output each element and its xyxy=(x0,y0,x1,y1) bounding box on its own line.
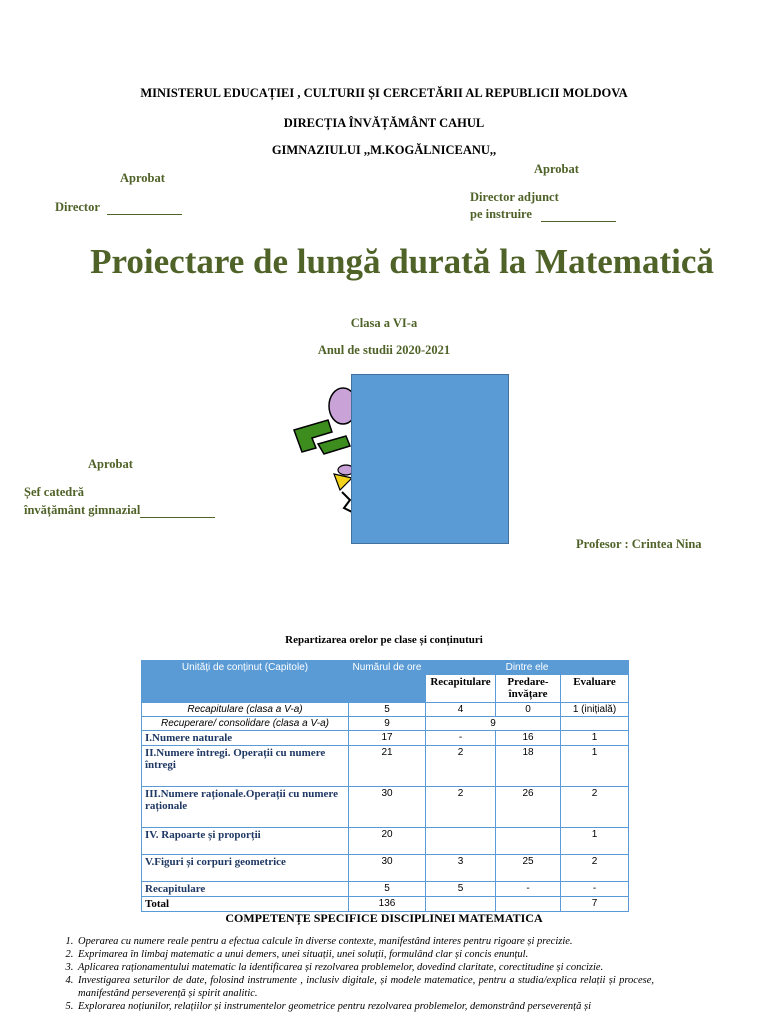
row-teach xyxy=(496,828,561,855)
director-signature xyxy=(55,200,182,215)
list-item: 4. Investigarea seturilor de date, folosind instrumente , inclusiv digitale, și modele matematice, pentru a studia/explica relații și procese, manifestând perseverență și spirit analitic. xyxy=(76,974,654,1000)
ministry-header: MINISTERUL EDUCAȚIEI , CULTURII ȘI CERCETĂRII AL REPUBLICII MOLDOVA xyxy=(140,86,628,100)
row-name: I.Numere naturale xyxy=(142,731,349,746)
competences-list xyxy=(58,935,654,1013)
list-item: 2. Exprimarea în limbaj matematic a unui demers, unei situații, unei soluții, formulând clar și concis enunțul. xyxy=(76,948,654,961)
row-teach: 25 xyxy=(496,855,561,882)
director-approved: Aprobat xyxy=(120,171,165,185)
table-row xyxy=(142,787,629,828)
row-recap xyxy=(426,828,496,855)
header-hours: Numărul de ore xyxy=(349,661,426,703)
list-item: 1. Operarea cu numere reale pentru a efectua calcule în diverse contexte, manifestând interes pentru rigoare și precizie. xyxy=(76,935,654,948)
head-approved: Aprobat xyxy=(88,457,133,471)
deputy-role-line1: Director adjunct xyxy=(470,190,559,204)
signature-line xyxy=(107,214,182,215)
row-name: IV. Rapoarte și proporții xyxy=(142,828,349,855)
row-teach: 0 xyxy=(496,703,561,717)
row-eval: 7 xyxy=(561,897,629,912)
signature-line xyxy=(541,221,616,222)
row-recap: 2 xyxy=(426,787,496,828)
page-title: Proiectare de lungă durată la Matematică xyxy=(90,242,714,281)
table-row xyxy=(142,703,629,717)
deputy-signature xyxy=(470,207,616,222)
row-name: III.Numere raționale.Operații cu numere raționale xyxy=(142,787,349,828)
list-item: 3. Aplicarea raționamentului matematic la identificarea și rezolvarea problemelor, dovedind claritate, corectitudine și concizie. xyxy=(76,961,654,974)
row-name: II.Numere întregi. Operații cu numere întregi xyxy=(142,746,349,787)
row-teach: 26 xyxy=(496,787,561,828)
row-hours: 30 xyxy=(349,787,426,828)
row-hours: 5 xyxy=(349,703,426,717)
deputy-approved: Aprobat xyxy=(534,162,579,176)
row-teach: 16 xyxy=(496,731,561,746)
row-name: Recuperare/ consolidare (clasa a V-a) xyxy=(142,717,349,731)
direction-header: DIRECȚIA ÎNVĂȚĂMÂNT CAHUL xyxy=(283,116,485,130)
row-hours: 136 xyxy=(349,897,426,912)
row-hours: 21 xyxy=(349,746,426,787)
row-recap xyxy=(426,897,496,912)
row-name: V.Figuri și corpuri geometrice xyxy=(142,855,349,882)
row-eval: 2 xyxy=(561,855,629,882)
head-role-line2: învățământ gimnazial xyxy=(24,503,141,517)
header-units: Unități de conținut (Capitole) xyxy=(142,661,349,703)
row-hours: 30 xyxy=(349,855,426,882)
blue-rectangle-shape xyxy=(351,374,509,544)
header-recap: Recapitulare xyxy=(426,675,496,703)
row-hours: 9 xyxy=(349,717,426,731)
hours-distribution-table xyxy=(141,660,629,912)
row-hours: 20 xyxy=(349,828,426,855)
signature-line xyxy=(140,517,215,518)
row-eval: 1 xyxy=(561,746,629,787)
class-label: Clasa a VI-a xyxy=(350,316,418,330)
deputy-role-line2: pe instruire xyxy=(470,207,532,221)
head-role-line1: Șef catedră xyxy=(24,485,85,499)
row-eval: 2 xyxy=(561,787,629,828)
table-row xyxy=(142,731,629,746)
math-clipart-image xyxy=(288,382,358,514)
header-teach: Predare-învățare xyxy=(496,675,561,703)
row-eval xyxy=(561,717,629,731)
row-teach: - xyxy=(496,882,561,897)
table-header-row xyxy=(142,661,629,675)
row-teach: 18 xyxy=(496,746,561,787)
row-merged: 9 xyxy=(426,717,561,731)
row-recap: - xyxy=(426,731,496,746)
table-caption: Repartizarea orelor pe clase și conținuturi xyxy=(285,634,483,646)
row-recap: 5 xyxy=(426,882,496,897)
table-row xyxy=(142,855,629,882)
row-name: Recapitulare xyxy=(142,882,349,897)
header-among: Dintre ele xyxy=(426,661,629,675)
row-teach xyxy=(496,897,561,912)
list-item: 5. Explorarea noțiunilor, relațiilor și instrumentelor geometrice pentru rezolvarea problemelor, demonstrând perseverență și xyxy=(76,1000,654,1013)
row-hours: 5 xyxy=(349,882,426,897)
row-name: Recapitulare (clasa a V-a) xyxy=(142,703,349,717)
head-signature xyxy=(24,503,215,518)
table-row xyxy=(142,746,629,787)
row-eval: - xyxy=(561,882,629,897)
row-recap: 3 xyxy=(426,855,496,882)
table-row xyxy=(142,717,629,731)
table-row xyxy=(142,882,629,897)
table-row xyxy=(142,828,629,855)
row-hours: 17 xyxy=(349,731,426,746)
row-eval: 1 xyxy=(561,828,629,855)
row-eval: 1 xyxy=(561,731,629,746)
school-header: GIMNAZIULUI ,,M.KOGĂLNICEANU,, xyxy=(271,143,497,157)
header-eval: Evaluare xyxy=(561,675,629,703)
row-name: Total xyxy=(142,897,349,912)
row-recap: 2 xyxy=(426,746,496,787)
row-eval: 1 (inițială) xyxy=(561,703,629,717)
teacher-label: Profesor : Crintea Nina xyxy=(576,537,702,551)
row-recap: 4 xyxy=(426,703,496,717)
table-total-row xyxy=(142,897,629,912)
year-label: Anul de studii 2020-2021 xyxy=(317,343,451,357)
director-role: Director xyxy=(55,200,100,214)
competences-title: COMPETENȚE SPECIFICE DISCIPLINEI MATEMATICA xyxy=(225,911,543,925)
